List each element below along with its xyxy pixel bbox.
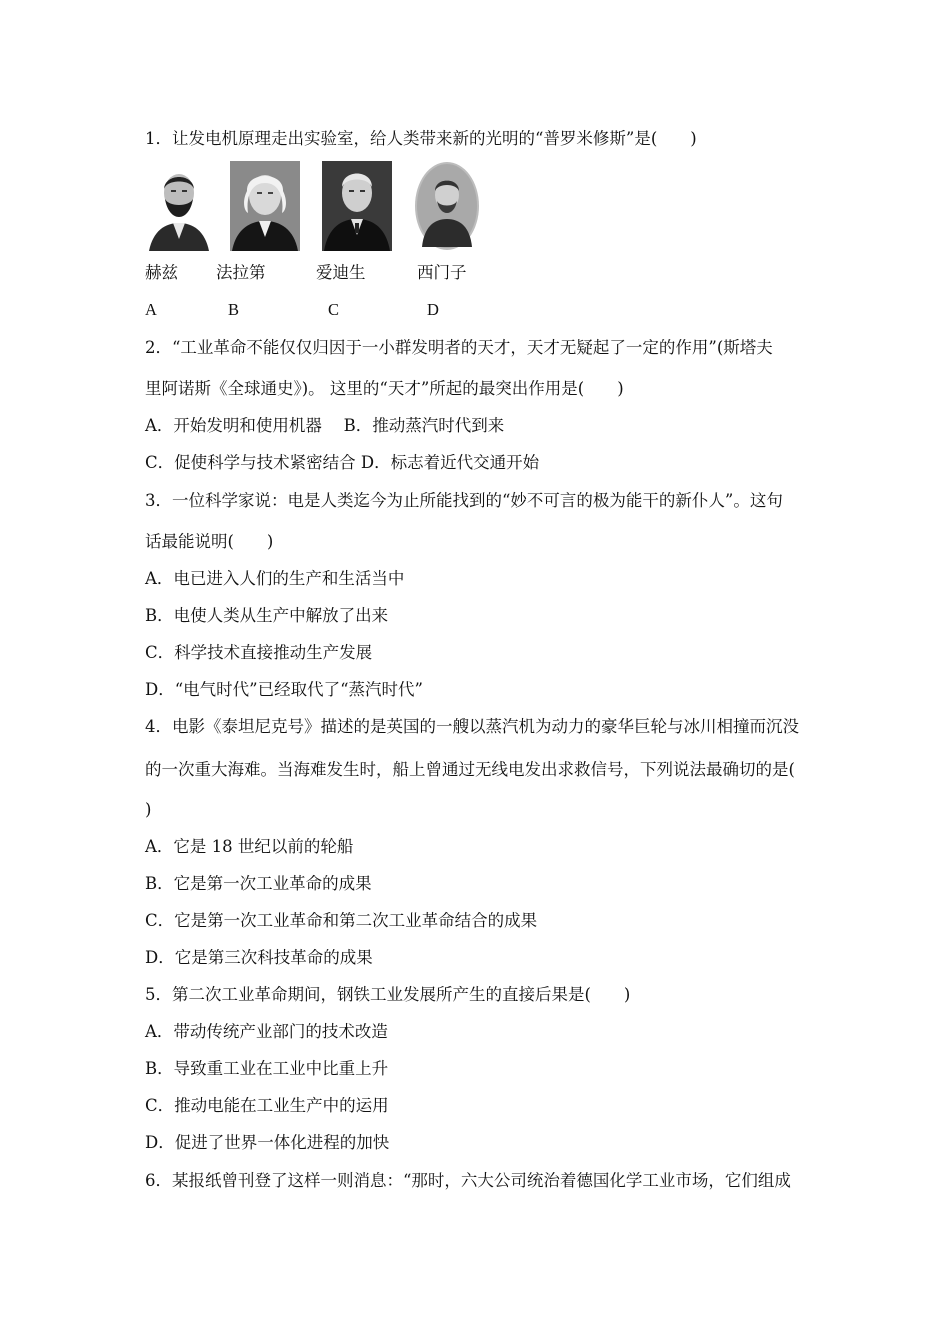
q4-option-b: B．它是第一次工业革命的成果 (145, 874, 372, 893)
q4-option-a: A．它是 18 世纪以前的轮船 (145, 837, 354, 856)
q4-stem-line2: 的一次重大海难。当海难发生时，船上曾通过无线电发出求救信号，下列说法最确切的是( (145, 760, 795, 779)
portrait-letter-a: A (145, 300, 157, 319)
q3-stem-line1: 3．一位科学家说：电是人类迄今为止所能找到的“妙不可言的极为能干的新仆人”。这句 (145, 491, 783, 510)
q1-stem: 1．让发电机原理走出实验室，给人类带来新的光明的“普罗米修斯”是( ) (145, 129, 697, 148)
q5-option-c: C．推动电能在工业生产中的运用 (145, 1096, 389, 1115)
portrait-hertz-icon (145, 161, 213, 251)
q3-option-a: A．电已进入人们的生产和生活当中 (145, 569, 405, 588)
q4-option-c: C．它是第一次工业革命和第二次工业革命结合的成果 (145, 911, 538, 930)
q6-stem-line1: 6．某报纸曾刊登了这样一则消息：“那时，六大公司统治着德国化学工业市场，它们组成 (145, 1171, 791, 1190)
portrait-letter-b: B (228, 300, 240, 319)
q2-options-ab: A．开始发明和使用机器 B．推动蒸汽时代到来 (145, 416, 505, 435)
q5-option-a: A．带动传统产业部门的技术改造 (145, 1022, 388, 1041)
q4-stem-line3: ) (145, 800, 152, 819)
portrait-letter-c: C (328, 300, 340, 319)
portrait-name-b: 法拉第 (216, 263, 266, 282)
q3-option-b: B．电使人类从生产中解放了出来 (145, 606, 389, 625)
portrait-name-d: 西门子 (417, 263, 467, 282)
q4-option-d: D．它是第三次科技革命的成果 (145, 948, 373, 967)
q5-option-d: D．促进了世界一体化进程的加快 (145, 1133, 390, 1152)
q2-stem-line1: 2．“工业革命不能仅仅归因于一小群发明者的天才，天才无疑起了一定的作用”(斯塔夫 (145, 338, 773, 357)
q2-stem-line2: 里阿诺斯《全球通史》)。 这里的“天才”所起的最突出作用是( ) (145, 379, 624, 398)
q2-options-cd: C．促使科学与技术紧密结合 D．标志着近代交通开始 (145, 453, 540, 472)
portrait-siemens-icon (414, 161, 480, 251)
q4-stem-line1: 4．电影《泰坦尼克号》描述的是英国的一艘以蒸汽机为动力的豪华巨轮与冰川相撞而沉没 (145, 717, 799, 736)
q3-stem-line2: 话最能说明( ) (145, 532, 274, 551)
q3-option-d: D．“电气时代”已经取代了“蒸汽时代” (145, 680, 423, 699)
q5-stem: 5．第二次工业革命期间，钢铁工业发展所产生的直接后果是( ) (145, 985, 631, 1004)
portrait-name-c: 爱迪生 (316, 263, 366, 282)
q5-option-b: B．导致重工业在工业中比重上升 (145, 1059, 389, 1078)
q3-option-c: C．科学技术直接推动生产发展 (145, 643, 373, 662)
portrait-edison-icon (322, 161, 392, 251)
portrait-letter-d: D (427, 300, 439, 319)
portrait-faraday-icon (230, 161, 300, 251)
portrait-name-a: 赫兹 (145, 263, 178, 282)
